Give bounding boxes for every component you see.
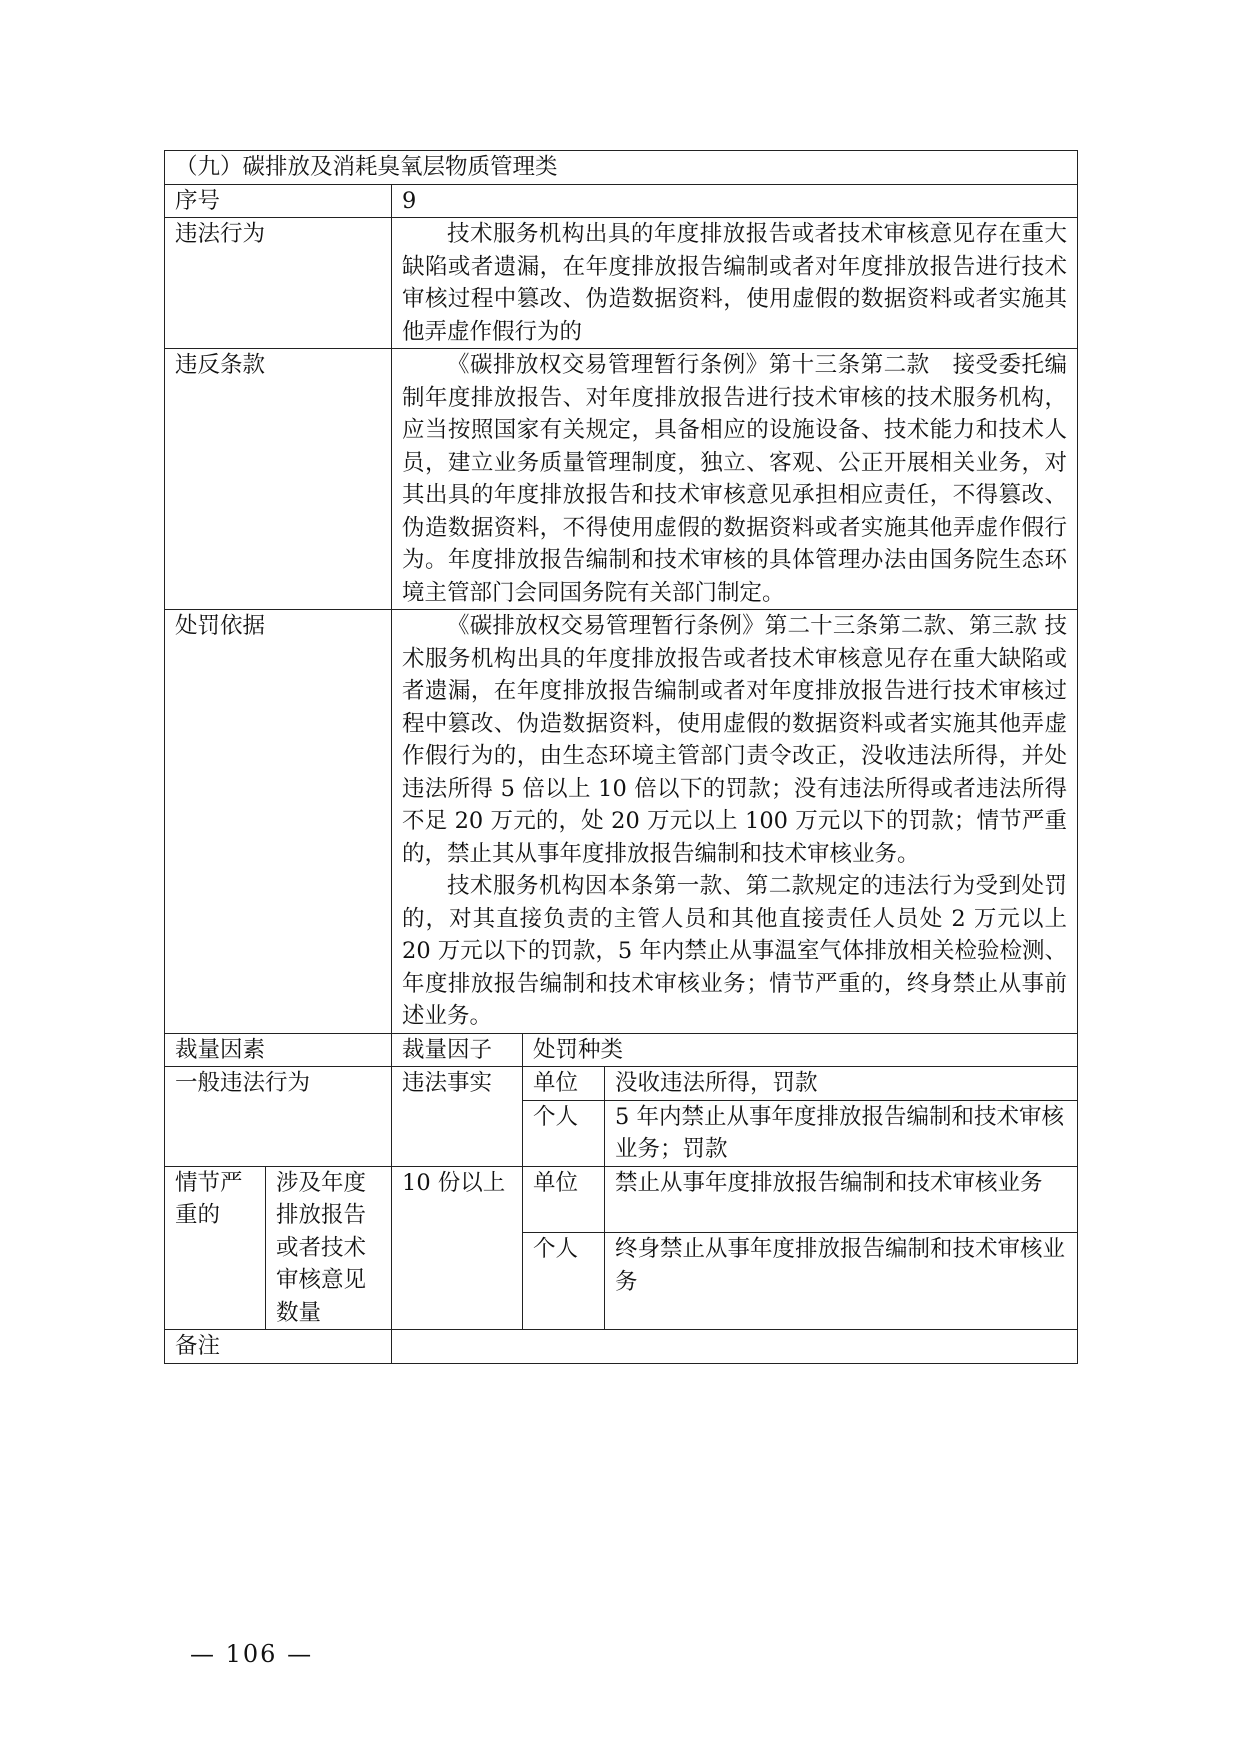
violation-label: 违法行为 [165,218,392,349]
serial-label: 序号 [165,184,392,218]
serious-circumstance: 涉及年度排放报告或者技术审核意见数量 [266,1166,392,1330]
serial-row [165,184,1078,218]
penalty-basis-para-1: 《碳排放权交易管理暂行条例》第二十三条第二款、第三款 技术服务机构出具的年度排放报告或者技术审核意见存在重大缺陷或者遗漏，在年度排放报告编制或者对年度排放报告进行技术审核过程中篡改、伪造数据资料，使用虚假的数据资料或者实施其他弄虚作假行为的，由生态环境主管部门责令改正，没收违法所得，并处违法所得 5 倍以上 10 倍以下的罚款；没有违法所得或者违法所得不足 20 万元的，处 20 万元以上 100 万元以下的罚款；情节严重的，禁止其从事年度排放报告编制和技术审核业务。 [402,613,1067,867]
violation-row [165,218,1078,349]
serious-violation-factor: 10 份以上 [392,1166,523,1330]
general-person-label: 个人 [523,1100,605,1166]
violation-cell [392,218,1078,349]
serious-violation-label: 情节严重的 [165,1166,266,1330]
serious-unit-penalty: 禁止从事年度排放报告编制和技术审核业务 [605,1166,1078,1233]
general-unit-penalty: 没收违法所得，罚款 [605,1067,1078,1101]
penalty-basis-cell [392,610,1078,1034]
general-violation-label: 一般违法行为 [165,1067,392,1167]
serious-person-label: 个人 [523,1233,605,1330]
penalty-basis-para-2: 技术服务机构因本条第一款、第二款规定的违法行为受到处罚的，对其直接负责的主管人员和其他直接责任人员处 2 万元以上 20 万元以下的罚款，5 年内禁止从事温室气体排放相关检验检测、年度排放报告编制和技术审核业务；情节严重的，终身禁止从事前述业务。 [402,873,1067,1029]
general-violation-factor: 违法事实 [392,1067,523,1167]
discretion-header-row [165,1033,1078,1067]
section-title: （九）碳排放及消耗臭氧层物质管理类 [165,151,1078,185]
penalty-basis-label: 处罚依据 [165,610,392,1034]
discretion-factor-header: 裁量因子 [392,1033,523,1067]
discretion-label: 裁量因素 [165,1033,392,1067]
serious-person-penalty: 终身禁止从事年度排放报告编制和技术审核业务 [605,1233,1078,1330]
serial-value: 9 [392,184,1078,218]
serious-unit-label: 单位 [523,1166,605,1233]
general-unit-label: 单位 [523,1067,605,1101]
remarks-label: 备注 [165,1330,392,1364]
penalty-table [164,150,1078,1364]
general-person-penalty: 5 年内禁止从事年度排放报告编制和技术审核业务；罚款 [605,1100,1078,1166]
violation-text: 技术服务机构出具的年度排放报告或者技术审核意见存在重大缺陷或者遗漏，在年度排放报告编制或者对年度排放报告进行技术审核过程中篡改、伪造数据资料，使用虚假的数据资料或者实施其他弄虚作假行为的 [402,221,1067,345]
remarks-row [165,1330,1078,1364]
serious-violation-row-unit [165,1166,1078,1233]
page-number: — 106 — [190,1640,314,1668]
section-title-row [165,151,1078,185]
violated-clause-cell [392,349,1078,610]
general-violation-row-unit [165,1067,1078,1101]
violated-clause-text: 《碳排放权交易管理暂行条例》第十三条第二款 接受委托编制年度排放报告、对年度排放报告进行技术审核的技术服务机构，应当按照国家有关规定，具备相应的设施设备、技术能力和技术人员，建立业务质量管理制度，独立、客观、公正开展相关业务，对其出具的年度排放报告和技术审核意见承担相应责任，不得篡改、伪造数据资料，不得使用虚假的数据资料或者实施其他弄虚作假行为。年度排放报告编制和技术审核的具体管理办法由国务院生态环境主管部门会同国务院有关部门制定。 [402,352,1067,606]
violated-clause-label: 违反条款 [165,349,392,610]
penalty-type-header: 处罚种类 [523,1033,1078,1067]
violated-clause-row [165,349,1078,610]
penalty-basis-row [165,610,1078,1034]
remarks-value [392,1330,1078,1364]
